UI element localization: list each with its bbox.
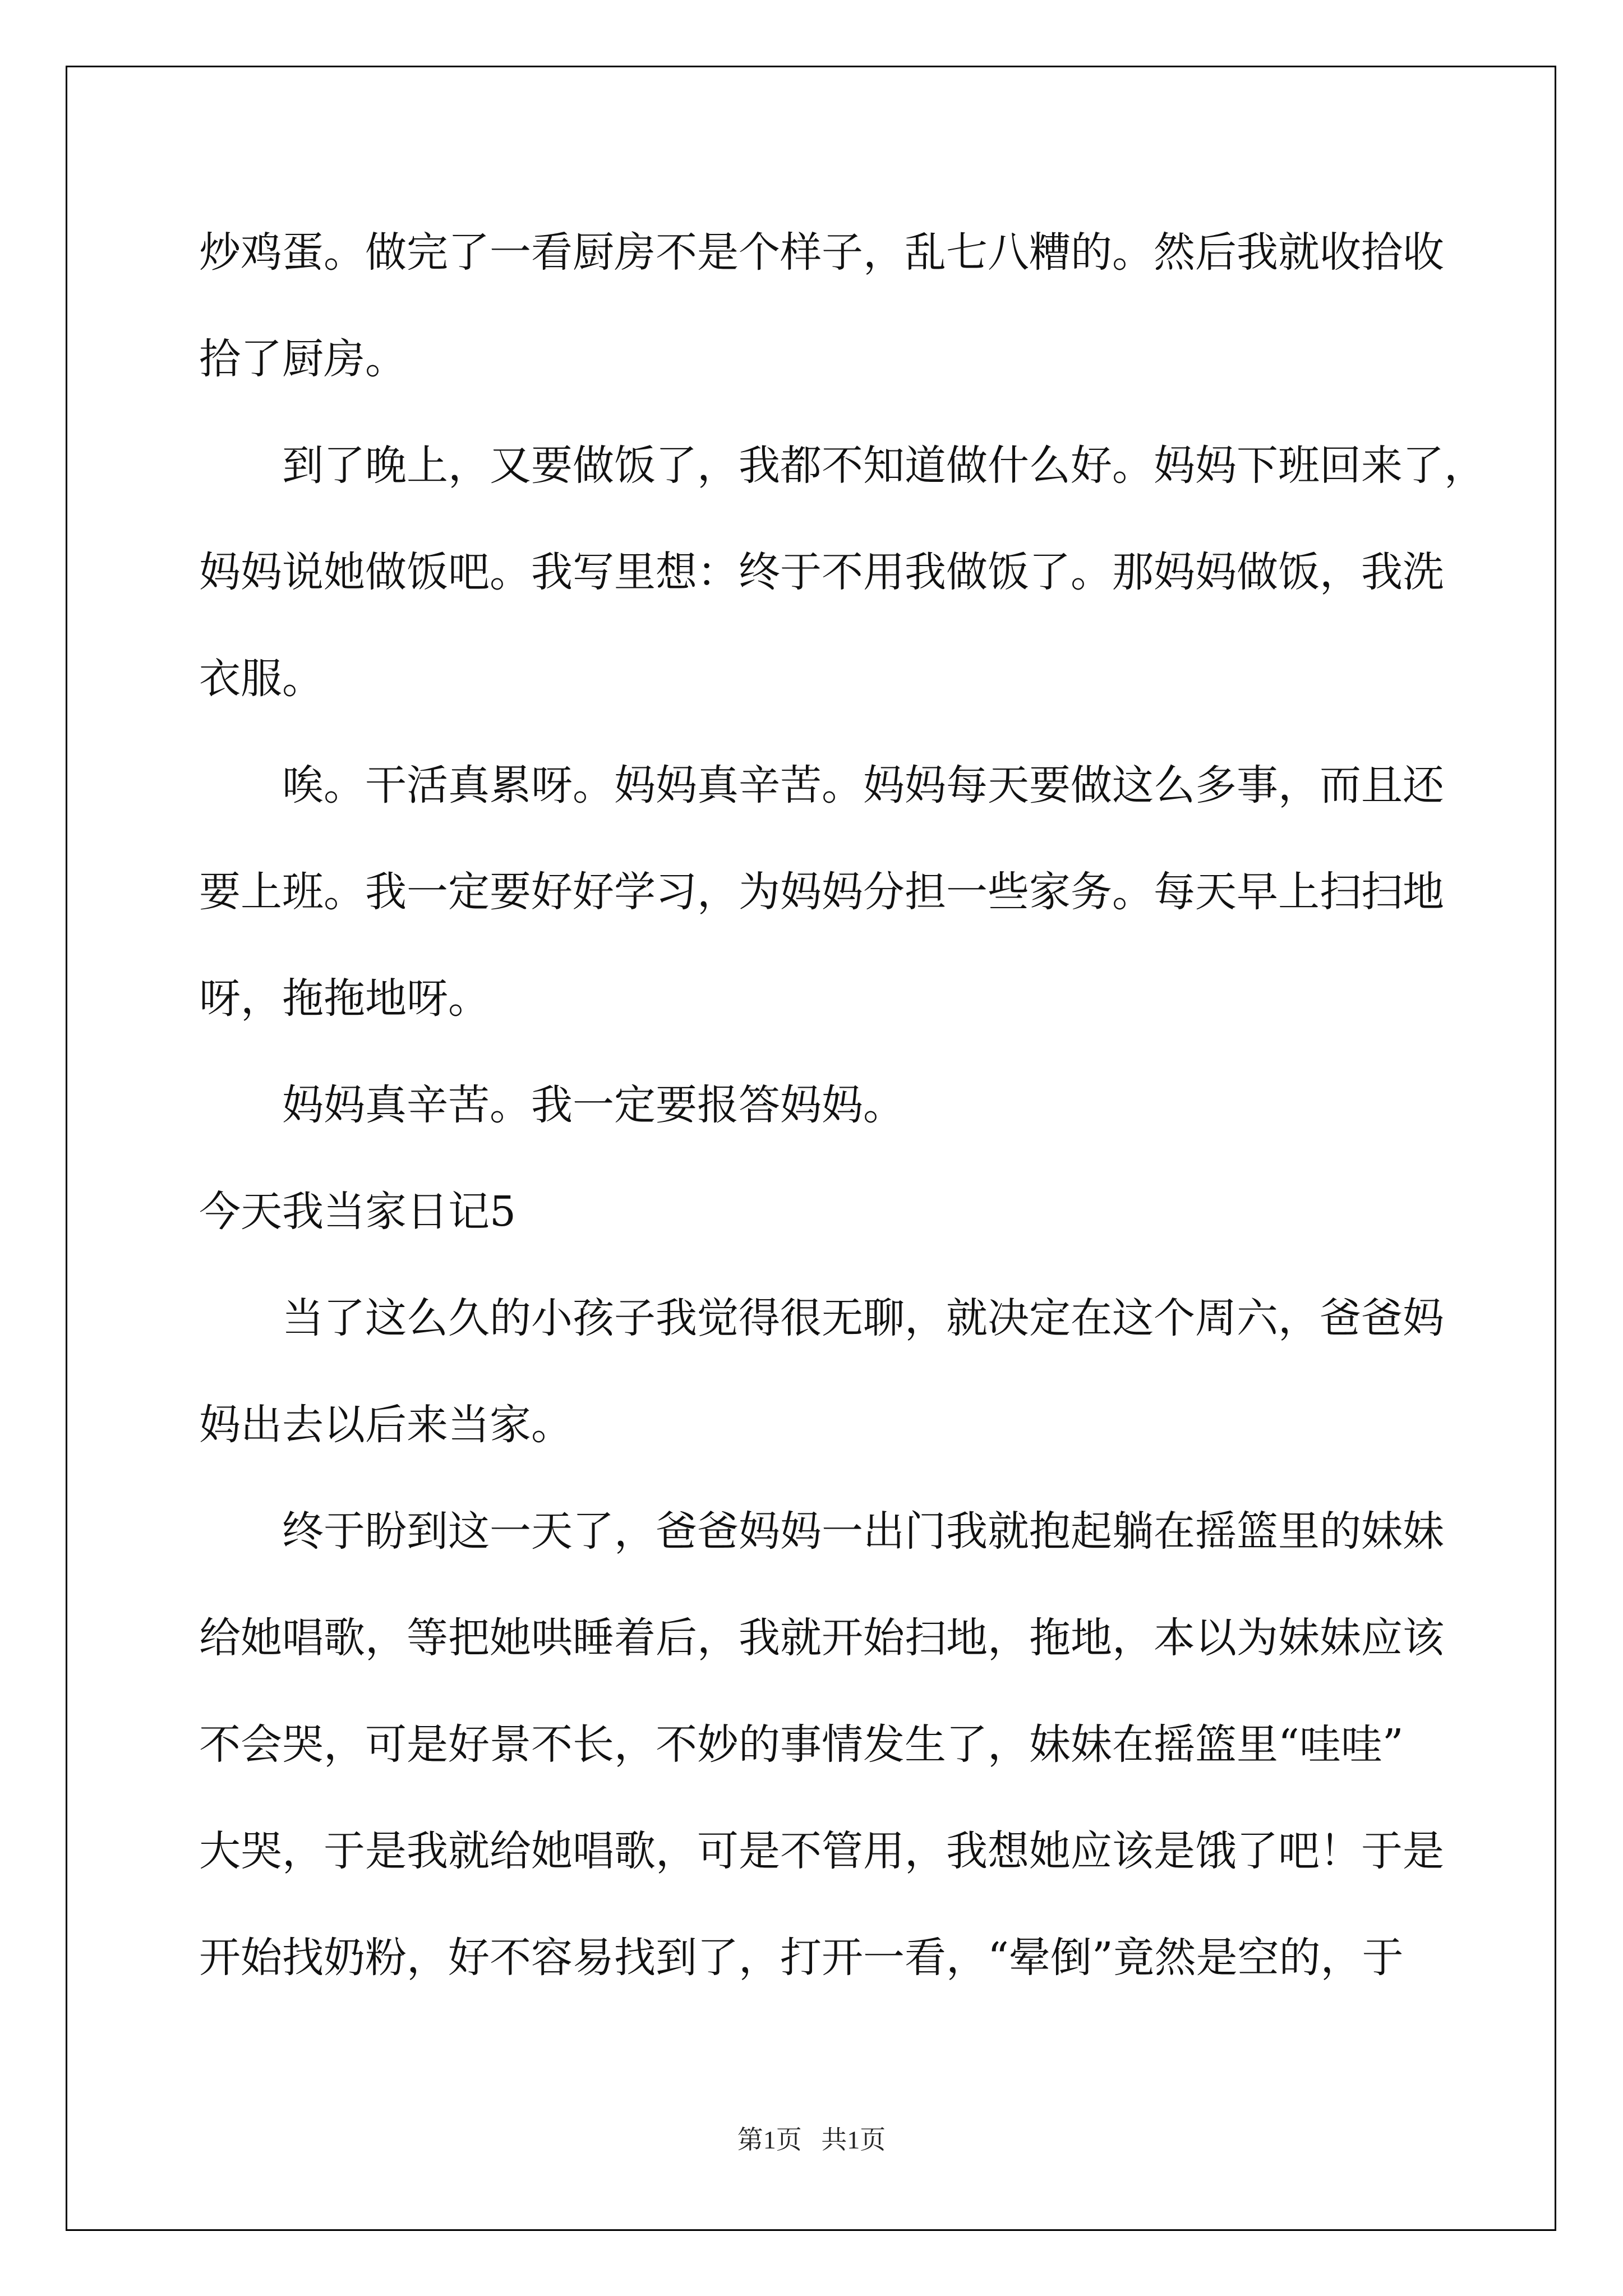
page-border <box>66 66 1556 2231</box>
text-line: 炒鸡蛋。做完了一看厨房不是个样子，乱七八糟的。然后我就收拾收 <box>199 228 1444 277</box>
page-number: 第1页 <box>737 2125 802 2154</box>
paragraph-start-line: 当了这么久的小孩子我觉得很无聊，就决定在这个周六，爸爸妈 <box>282 1294 1444 1342</box>
text-line: 给她唱歌，等把她哄睡着后，我就开始扫地，拖地，本以为妹妹应该 <box>199 1614 1444 1662</box>
text-line: 衣服。 <box>199 655 324 703</box>
text-line: 开始找奶粉，好不容易找到了，打开一看，“晕倒”竟然是空的，于 <box>199 1934 1404 1982</box>
page-total: 共1页 <box>821 2125 886 2154</box>
paragraph-start-line: 唉。干活真累呀。妈妈真辛苦。妈妈每天要做这么多事，而且还 <box>282 761 1444 809</box>
text-line: 要上班。我一定要好好学习，为妈妈分担一些家务。每天早上扫扫地 <box>199 868 1444 916</box>
text-line: 妈出去以后来当家。 <box>199 1401 573 1449</box>
text-line: 呀，拖拖地呀。 <box>199 974 490 1023</box>
page-footer <box>0 2119 1623 2156</box>
paragraph-start-line: 妈妈真辛苦。我一定要报答妈妈。 <box>282 1081 905 1129</box>
section-heading: 今天我当家日记5 <box>199 1188 517 1236</box>
text-line: 拾了厨房。 <box>199 335 407 383</box>
paragraph-start-line: 到了晚上，又要做饭了，我都不知道做什么好。妈妈下班回来了， <box>282 441 1486 490</box>
text-line: 妈妈说她做饭吧。我写里想：终于不用我做饭了。那妈妈做饭，我洗 <box>199 548 1444 596</box>
text-line: 大哭，于是我就给她唱歌，可是不管用，我想她应该是饿了吧！于是 <box>199 1827 1444 1875</box>
text-line: 不会哭，可是好景不长，不妙的事情发生了，妹妹在摇篮里“哇哇” <box>199 1720 1404 1769</box>
paragraph-start-line: 终于盼到这一天了，爸爸妈妈一出门我就抱起躺在摇篮里的妹妹 <box>282 1507 1444 1556</box>
